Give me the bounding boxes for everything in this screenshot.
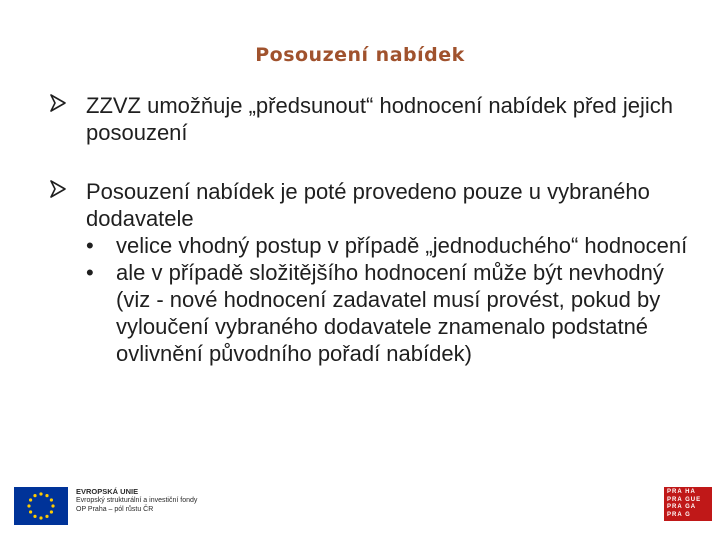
sub-bullet-list — [86, 232, 700, 367]
bullet-text: ZZVZ umožňuje „předsunout“ hodnocení nabídek před jejich posouzení — [86, 93, 674, 145]
dot-bullet-icon: • — [86, 260, 94, 285]
eu-flag-icon — [14, 487, 68, 525]
sub-bullet-text: ale v případě složitějšího hodnocení může být nevhodný (viz - nové hodnocení zadavatel musí provést, pokud by vyloučení vybraného dodavatele znamenalo podstatné ovlivnění původního pořadí nabídek) — [116, 260, 664, 366]
praha-logo — [664, 487, 712, 521]
bullet-list — [50, 92, 700, 367]
praha-logo-line: PRA GA — [667, 504, 697, 510]
eu-footer-logo — [14, 487, 197, 525]
sub-bullet-item — [86, 259, 700, 367]
arrow-bullet-icon — [50, 93, 66, 113]
eu-line-2: OP Praha – pól růstu ČR — [76, 506, 154, 513]
praha-logo-line: PRA HA — [667, 489, 696, 495]
bullet-item-2 — [50, 178, 700, 367]
arrow-bullet-icon — [50, 179, 66, 199]
sub-bullet-text: velice vhodný postup v případě „jednoduchého“ hodnocení — [116, 233, 688, 258]
bullet-text: Posouzení nabídek je poté provedeno pouze u vybraného dodavatele — [86, 179, 650, 231]
eu-funding-text — [76, 487, 197, 514]
bullet-item-1 — [50, 92, 700, 146]
praha-logo-line: PRA GUE — [667, 496, 702, 503]
eu-line-1: Evropský strukturální a investiční fondy — [76, 497, 198, 504]
praha-logo-line: PRA G — [667, 511, 691, 518]
eu-title: EVROPSKÁ UNIE — [76, 487, 139, 496]
sub-bullet-item — [86, 232, 700, 259]
dot-bullet-icon: • — [86, 233, 94, 258]
slide-title: Posouzení nabídek — [255, 44, 465, 66]
